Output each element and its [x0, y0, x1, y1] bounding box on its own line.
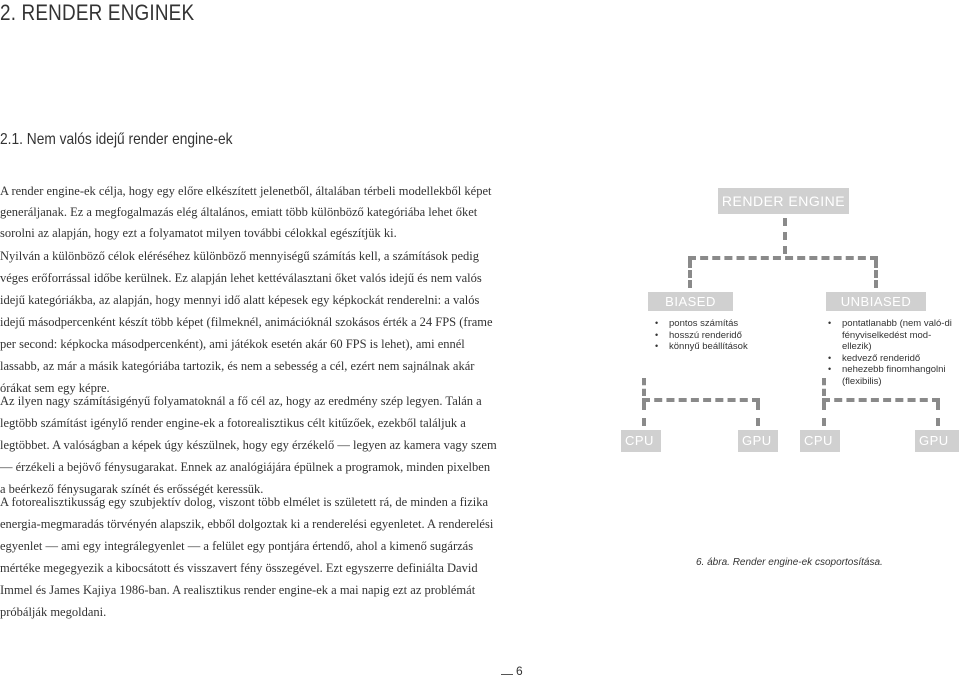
connector-biased-to-gpu — [756, 402, 760, 426]
connector-unbiased-down — [822, 378, 826, 396]
connector-to-unbiased — [874, 260, 878, 288]
biased-bullet-list — [655, 318, 775, 353]
paragraph-2: Nyilván a különböző célok eléréséhez különböző mennyiségű számítás kell, a számítások pedig véges erőforrással időbe kerülnek. Ez alapján lehet kettéválasztani őket valós idejű és nem valós idejű kategóriákba, az alapján, hogy mennyi idő alatt képesek egy képkockát renderelni: a valós idejű másodpercenként készít több képet (filmeknél, animációknál szokásos érték a 24 FPS (frame per second: képkocka másodpercenként), ami játékok esetén akár 60 FPS is lehet), ami ennél lassabb, az már a másik kategóriába tartozik, és nem a sebesség a cél, ezért nem sajnálnak akár órákat sem egy képre. — [0, 249, 493, 395]
connector-biased-down — [642, 378, 646, 396]
page-number: 6 — [516, 664, 523, 678]
connector-biased-horizontal — [642, 398, 760, 402]
unbiased-bullet: • kedvező renderidő — [828, 353, 959, 365]
chapter-heading: 2. RENDER ENGINEK — [0, 0, 195, 25]
connector-unbiased-to-cpu — [822, 402, 826, 426]
gpu-leaf-unbiased: GPU — [915, 430, 959, 452]
biased-bullet: • könnyű beállítások — [655, 341, 775, 353]
biased-bullet: • hosszú renderidő — [655, 330, 775, 342]
paragraph-1: A render engine-ek célja, hogy egy előre elkészített jelenetből, általában térbeli modellekből képet generáljanak. Ez a megfogalmazás elég általános, emiatt több különböző kategóriába lehet őket sorolni az alapján, hogy ezt a folyamatot milyen további célokkal egészítjük ki. — [0, 184, 492, 240]
cpu-leaf-unbiased: CPU — [800, 430, 840, 452]
render-engine-diagram — [610, 180, 959, 600]
unbiased-bullet-list — [828, 318, 959, 387]
connector-root-down — [783, 218, 787, 254]
unbiased-node: UNBIASED — [826, 292, 926, 311]
paragraph-4: A fotorealisztikusság egy szubjektív dolog, viszont több elmélet is született rá, de minden a fizika energia-megmaradás törvényén alapszik, ebből dolgoztak ki a renderelési egyenletet. A renderelési egyenlet — ami egy integrálegyenlet — a felület egy pontjára értendő, ahol a kimenő sugárzás mértéke megegyezik a kibocsátott és visszavert fény összegével. Ezt egyszerre definiálta David Immel és James Kajiya 1986-ban. A realisztikus render engine-ek a mai napig ezt az problémát próbálják megoldani. — [0, 495, 494, 619]
paragraph-3: Az ilyen nagy számításigényű folyamatoknál a fő cél az, hogy az eredmény szép legyen. Talán a legtöbb számítást igénylő render engine-ek a fotorealisztikus célt kitűzőek, ezekből találjuk a legtöbbet. A valóságban a képek úgy készülnek, hogy egy érzékelő — legyen az kamera vagy szem — érzékeli a bejövő fénysugarakat. Ennek az analógiájára épülnek a programok, minden pixelben a beérkező fénysugarak színét és erősségét keressük. — [0, 394, 497, 496]
connector-unbiased-to-gpu — [936, 402, 940, 426]
root-node: RENDER ENGINE — [718, 188, 849, 214]
figure-caption: 6. ábra. Render engine-ek csoportosítása. — [696, 557, 883, 568]
section-heading: 2.1. Nem valós idejű render engine-ek — [0, 131, 233, 148]
unbiased-bullet: • pontatlanabb (nem való-di fényviselkedést mod-ellezik) — [828, 318, 959, 353]
unbiased-bullet: • nehezebb finomhangolni (flexibilis) — [828, 364, 959, 387]
cpu-leaf-biased: CPU — [621, 430, 661, 452]
connector-to-biased — [688, 260, 692, 288]
biased-bullet: • pontos számítás — [655, 318, 775, 330]
connector-mid-horizontal — [688, 256, 878, 260]
connector-unbiased-horizontal — [822, 398, 940, 402]
connector-biased-to-cpu — [642, 402, 646, 426]
gpu-leaf-biased: GPU — [738, 430, 778, 452]
footer-rule — [501, 674, 513, 675]
biased-node: BIASED — [648, 292, 733, 311]
